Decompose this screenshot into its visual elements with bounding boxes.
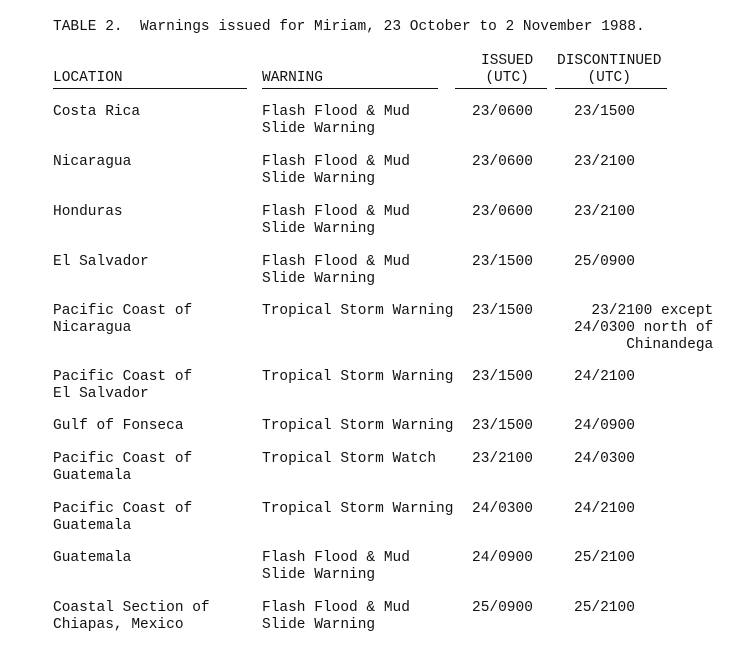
row-location: Pacific Coast of Guatemala [53, 501, 193, 534]
row-issued: 23/2100 [472, 451, 533, 467]
row-warning: Tropical Storm Warning [262, 501, 454, 517]
row-issued: 24/0300 [472, 501, 533, 517]
header-discontinued: DISCONTINUED (UTC) [557, 53, 662, 86]
row-discontinued: 23/2100 [574, 154, 635, 170]
row-location: Coastal Section of Chiapas, Mexico [53, 600, 210, 633]
row-warning: Tropical Storm Warning [262, 418, 454, 434]
row-location: Gulf of Fonseca [53, 418, 184, 434]
row-discontinued: 25/0900 [574, 254, 635, 270]
row-location: Nicaragua [53, 154, 132, 170]
row-location: Pacific Coast of Guatemala [53, 451, 193, 484]
row-location: Pacific Coast of Nicaragua [53, 303, 193, 336]
row-warning: Flash Flood & Mud Slide Warning [262, 550, 410, 583]
row-issued: 23/1500 [472, 303, 533, 319]
row-issued: 24/0900 [472, 550, 533, 566]
row-issued: 25/0900 [472, 600, 533, 616]
row-discontinued: 24/0300 [574, 451, 635, 467]
row-discontinued: 23/2100 [574, 204, 635, 220]
header-rule-warning [262, 88, 438, 89]
row-location: Costa Rica [53, 104, 141, 120]
row-issued: 23/1500 [472, 369, 533, 385]
row-warning: Tropical Storm Warning [262, 369, 454, 385]
table-title: TABLE 2. Warnings issued for Miriam, 23 October to 2 November 1988. [53, 19, 645, 35]
row-issued: 23/0600 [472, 104, 533, 120]
row-warning: Flash Flood & Mud Slide Warning [262, 254, 410, 287]
row-location: Pacific Coast of El Salvador [53, 369, 193, 402]
row-issued: 23/1500 [472, 254, 533, 270]
row-warning: Tropical Storm Watch [262, 451, 437, 467]
header-issued: ISSUED (UTC) [481, 53, 534, 86]
header-rule-issued [455, 88, 547, 89]
row-issued: 23/0600 [472, 154, 533, 170]
row-discontinued: 23/1500 [574, 104, 635, 120]
header-warning: WARNING [262, 70, 323, 86]
row-location: Guatemala [53, 550, 132, 566]
row-location: Honduras [53, 204, 123, 220]
row-discontinued: 23/2100 except 24/0300 north of Chinandega [574, 303, 714, 353]
row-location: El Salvador [53, 254, 149, 270]
row-issued: 23/1500 [472, 418, 533, 434]
row-discontinued: 24/0900 [574, 418, 635, 434]
row-issued: 23/0600 [472, 204, 533, 220]
row-warning: Tropical Storm Warning [262, 303, 454, 319]
row-discontinued: 24/2100 [574, 501, 635, 517]
row-warning: Flash Flood & Mud Slide Warning [262, 104, 410, 137]
header-rule-location [53, 88, 247, 89]
row-discontinued: 25/2100 [574, 550, 635, 566]
row-warning: Flash Flood & Mud Slide Warning [262, 154, 410, 187]
header-rule-discontinued [555, 88, 667, 89]
row-discontinued: 24/2100 [574, 369, 635, 385]
row-discontinued: 25/2100 [574, 600, 635, 616]
row-warning: Flash Flood & Mud Slide Warning [262, 600, 410, 633]
row-warning: Flash Flood & Mud Slide Warning [262, 204, 410, 237]
header-location: LOCATION [53, 70, 123, 86]
